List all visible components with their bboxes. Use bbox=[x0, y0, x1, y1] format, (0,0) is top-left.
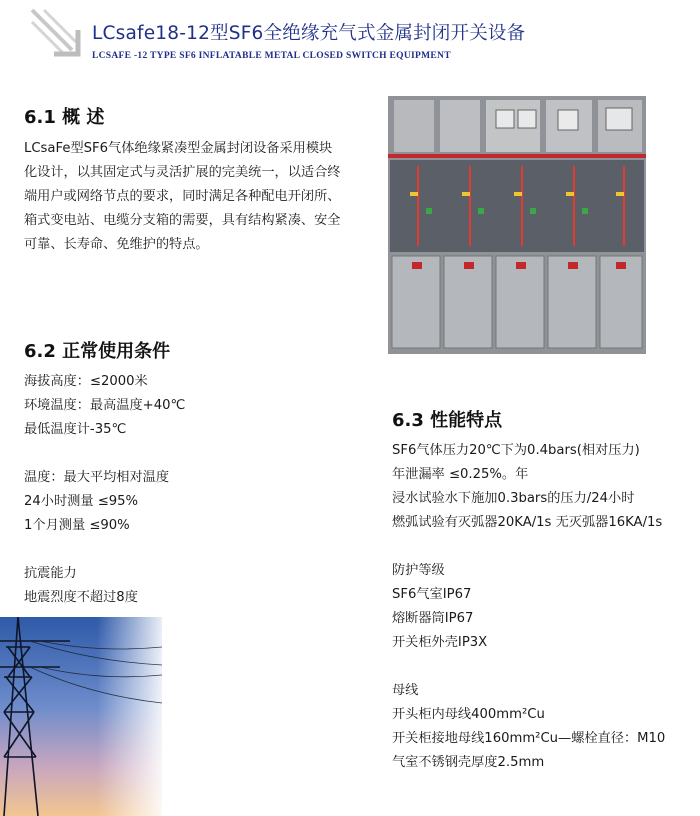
page-subtitle: LCSAFE -12 TYPE SF6 INFLATABLE METAL CLOSED SWITCH EQUIPMENT bbox=[92, 51, 451, 61]
list-item: 气室不锈钢壳厚度2.5mm bbox=[392, 755, 545, 770]
switchgear-photo bbox=[388, 96, 646, 354]
list-spacer bbox=[24, 538, 185, 562]
list-item: 燃弧试验有灭弧器20KA/1s 无灭弧器16KA/1s bbox=[392, 515, 663, 530]
list-item: 最低温度计-35℃ bbox=[24, 422, 127, 437]
list-item: 熔断器筒IP67 bbox=[392, 611, 474, 626]
list-item: 浸水试验水下施加0.3bars的压力/24小时 bbox=[392, 491, 635, 506]
header-arrow-icon bbox=[28, 6, 84, 62]
list-item: 24小时测量 ≤95% bbox=[24, 494, 139, 509]
list-item: 防护等级 bbox=[392, 563, 445, 578]
page-title: LCsafe18-12型SF6全绝缘充气式金属封闭开关设备 bbox=[92, 23, 526, 44]
list-item: SF6气体压力20℃下为0.4bars(相对压力) bbox=[392, 443, 640, 458]
list-item: 海拔高度：≤2000米 bbox=[24, 374, 148, 389]
list-item: 开关柜外壳IP3X bbox=[392, 635, 488, 650]
section-6-3-title: 6.3 性能特点 bbox=[392, 410, 503, 431]
list-spacer bbox=[24, 442, 185, 466]
section-6-1-title: 6.1 概 述 bbox=[24, 107, 105, 128]
section-6-2-title: 6.2 正常使用条件 bbox=[24, 341, 171, 362]
list-item: 1个月测量 ≤90% bbox=[24, 518, 130, 533]
list-item: 开关柜接地母线160mm²Cu—螺栓直径：M10 bbox=[392, 731, 666, 746]
list-item: 环境温度：最高温度+40℃ bbox=[24, 398, 186, 413]
power-tower-photo bbox=[0, 617, 162, 816]
section-6-3-list bbox=[392, 439, 665, 775]
list-item: 地震烈度不超过8度 bbox=[24, 590, 138, 605]
section-6-1-text: LCsaFe型SF6气体绝缘紧凑型金属封闭设备采用模块化设计，以其固定式与灵活扩展的完美统一，以适合终端用户或网络节点的要求，同时满足各种配电开闭所、箱式变电站、电缆分支箱的需要，具有结构紧凑、安全可靠、长寿命、免维护的特点。 bbox=[24, 141, 341, 252]
list-item: 母线 bbox=[392, 683, 419, 698]
list-item: 年泄漏率 ≤0.25%。年 bbox=[392, 467, 529, 482]
list-item: 开头柜内母线400mm²Cu bbox=[392, 707, 545, 722]
list-spacer bbox=[392, 535, 665, 559]
list-item: 抗震能力 bbox=[24, 566, 77, 581]
list-item: SF6气室IP67 bbox=[392, 587, 472, 602]
list-spacer bbox=[392, 655, 665, 679]
section-6-2-list bbox=[24, 370, 185, 610]
list-item: 温度：最大平均相对温度 bbox=[24, 470, 170, 485]
